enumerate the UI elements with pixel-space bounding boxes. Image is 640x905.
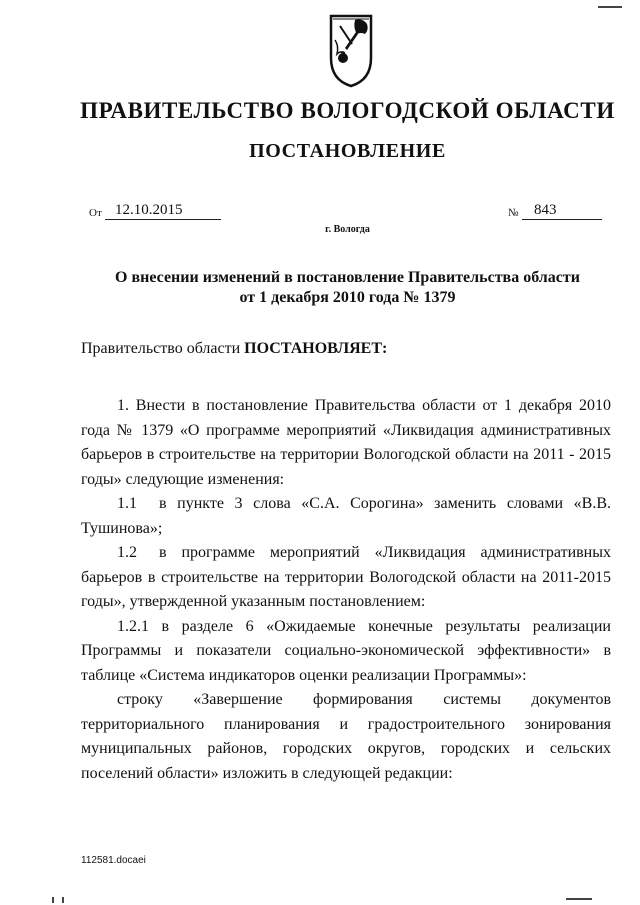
preamble — [81, 340, 387, 358]
file-name: 112581.docaei — [81, 855, 146, 866]
scan-mark — [566, 898, 592, 900]
document-type: ПОСТАНОВЛЕНИЕ — [249, 140, 446, 162]
paragraph-line-change: строку «Завершение формирования системы документов территориального планирования и градостроительного зонирования муниципальных районов, городских округов, городских и сельских поселений области» изложить в следующей редакции: — [81, 691, 611, 782]
item-text: в программе мероприятий «Ликвидация административных барьеров в строительстве на территории Вологодской области на 2011-2015 годы», утвержденной указанным постановлением: — [81, 544, 611, 610]
date-prefix: От — [89, 207, 102, 219]
item-number: 1.2 — [117, 544, 137, 561]
preamble-text: Правительство области — [81, 340, 245, 357]
item-number: 1.1 — [117, 495, 137, 512]
scan-mark — [52, 897, 54, 903]
document-number: 843 — [522, 202, 602, 220]
document-date: 12.10.2015 — [105, 202, 221, 220]
document-body — [81, 394, 611, 786]
government-title: ПРАВИТЕЛЬСТВО ВОЛОГОДСКОЙ ОБЛАСТИ — [80, 98, 615, 123]
heading-line-1: О внесении изменений в постановление Правительства области — [115, 269, 580, 286]
paragraph-1: 1. Внести в постановление Правительства области от 1 декабря 2010 года № 1379 «О программе мероприятий «Ликвидация административных барьеров в строительстве на территории Вологодской области на 2011 - 2015 годы» следующие изменения: — [81, 397, 611, 488]
coat-of-arms-icon — [327, 10, 375, 88]
document-heading — [60, 268, 635, 308]
item-text: в пункте 3 слова «С.А. Сорогина» заменить словами «В.В. Тушинова»; — [81, 495, 611, 537]
number-prefix: № — [508, 207, 519, 219]
paragraph-1-2-1: 1.2.1 в разделе 6 «Ожидаемые конечные результаты реализации Программы и показатели социально-экономической эффективности» в таблице «Система индикаторов оценки реализации Программы»: — [81, 617, 611, 684]
heading-line-2: от 1 декабря 2010 года № 1379 — [239, 289, 456, 306]
city: г. Вологда — [325, 224, 370, 235]
paragraph-1-1 — [81, 492, 611, 541]
paragraph-1-2 — [81, 541, 611, 615]
preamble-decree: ПОСТАНОВЛЯЕТ: — [244, 340, 388, 357]
scan-mark — [598, 6, 622, 8]
scan-mark — [62, 897, 64, 903]
